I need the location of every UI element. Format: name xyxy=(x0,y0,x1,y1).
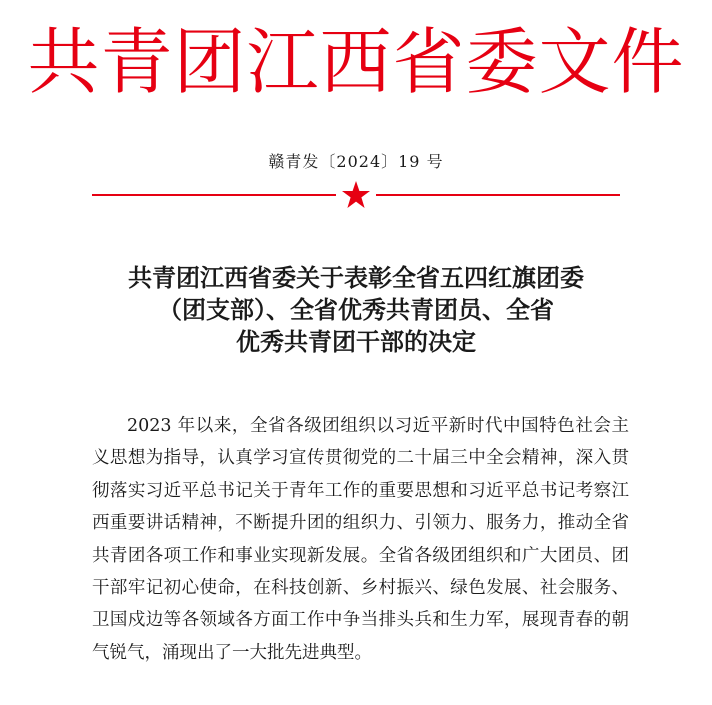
document-number: 赣青发〔2024〕19 号 xyxy=(268,152,444,171)
red-divider-right xyxy=(376,194,620,196)
red-divider-left xyxy=(92,194,336,196)
title-line-1: 共青团江西省委关于表彰全省五四红旗团委 xyxy=(128,263,584,292)
title-line-2: （团支部）、全省优秀共青团员、全省 xyxy=(158,295,554,324)
document-title xyxy=(60,262,652,358)
document-masthead: 共青团江西省委文件 xyxy=(27,20,685,104)
title-line-3: 优秀共青团干部的决定 xyxy=(236,327,476,356)
red-star-icon xyxy=(341,180,371,210)
body-paragraph: 2023 年以来，全省各级团组织以习近平新时代中国特色社会主义思想为指导，认真学习宣传贯彻党的二十届三中全会精神，深入贯彻落实习近平总书记关于青年工作的重要思想和习近平总书记考察江西重要讲话精神，不断提升团的组织力、引领力、服务力，推动全省共青团各项工作和事业实现新发展。全省各级团组织和广大团员、团干部牢记初心使命，在科技创新、乡村振兴、绿色发展、社会服务、卫国戍边等各领域各方面工作中争当排头兵和生力军，展现青春的朝气锐气，涌现出了一大批先进典型。 xyxy=(92,416,629,663)
